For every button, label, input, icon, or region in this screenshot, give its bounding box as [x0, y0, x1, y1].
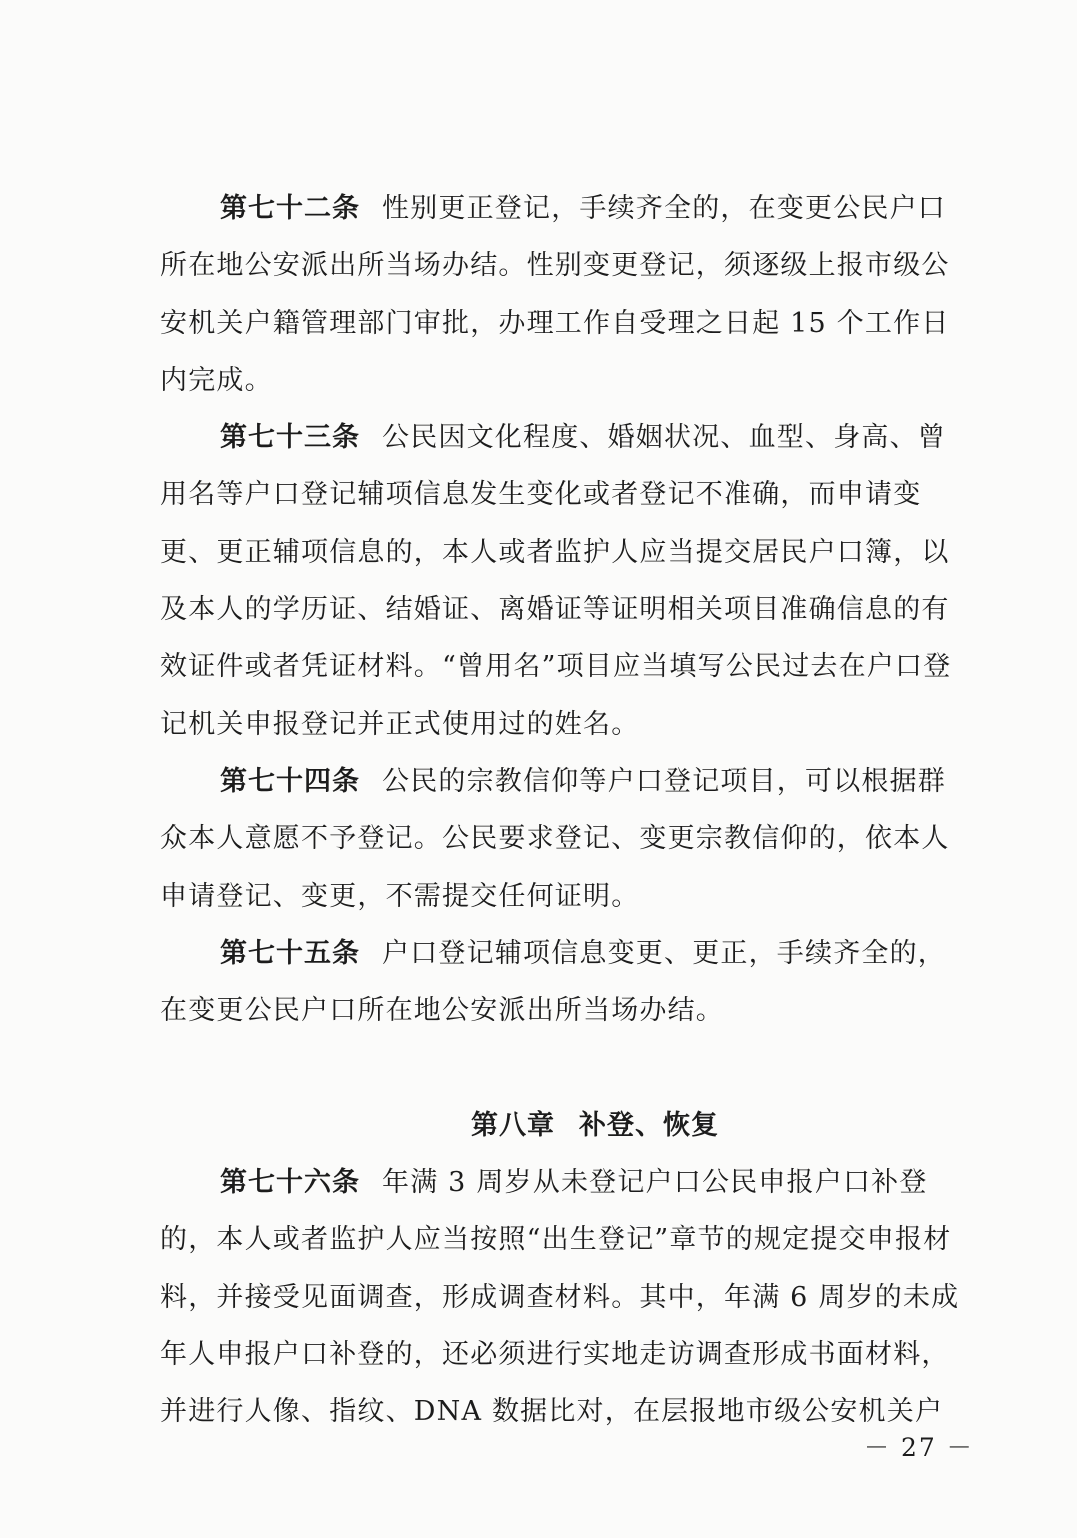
article-76-line-2: 的，本人或者监护人应当按照“出生登记”章节的规定提交申报材: [160, 1224, 952, 1256]
article-75-line-1: [160, 925, 960, 982]
article-76-text-1: 年满 3 周岁从未登记户口公民申报户口补登: [382, 1167, 928, 1199]
document-body: [160, 180, 960, 1441]
blank-line: [160, 1039, 960, 1096]
article-76-line-5: 并进行人像、指纹、DNA 数据比对，在层报地市级公安机关户: [160, 1396, 944, 1428]
article-74-line-2: 众本人意愿不予登记。公民要求登记、变更宗教信仰的，依本人: [160, 823, 950, 855]
article-74-line-1: [160, 753, 960, 810]
article-76-heading: 第七十六条: [220, 1167, 360, 1199]
article-73-line-4: 及本人的学历证、结婚证、离婚证等证明相关项目准确信息的有: [160, 594, 950, 626]
page-number: － 27 －: [864, 1433, 974, 1462]
article-76-line-3: 料，并接受见面调查，形成调查材料。其中，年满 6 周岁的未成: [160, 1281, 960, 1313]
article-75-line-2: 在变更公民户口所在地公安派出所当场办结。: [160, 995, 724, 1027]
article-73-line-2: 用名等户口登记辅项信息发生变化或者登记不准确，而申请变: [160, 479, 922, 511]
article-72-line-1: [160, 180, 960, 237]
chapter-8-number: 第八章: [471, 1109, 555, 1141]
article-75-text-1: 户口登记辅项信息变更、更正，手续齐全的，: [382, 937, 946, 969]
article-73-heading: 第七十三条: [220, 422, 360, 454]
article-76-line-1: [160, 1154, 960, 1211]
article-72-line-4: 内完成。: [160, 364, 273, 396]
article-76-line-4: 年人申报户口补登的，还必须进行实地走访调查形成书面材料，: [160, 1338, 950, 1370]
article-75-heading: 第七十五条: [220, 937, 360, 969]
article-72-text-1: 性别更正登记，手续齐全的，在变更公民户口: [382, 193, 946, 224]
article-74-line-3: 申请登记、变更，不需提交任何证明。: [160, 880, 640, 912]
article-72-line-3: 安机关户籍管理部门审批，办理工作自受理之日起 15 个工作日: [160, 307, 950, 339]
article-73-line-1: [160, 409, 960, 466]
article-72-line-2: 所在地公安派出所当场办结。性别变更登记，须逐级上报市级公: [160, 250, 950, 282]
article-73-line-3: 更、更正辅项信息的，本人或者监护人应当提交居民户口簿，以: [160, 536, 950, 568]
article-73-line-5: 效证件或者凭证材料。“曾用名”项目应当填写公民过去在户口登: [160, 651, 952, 683]
article-74-text-1: 公民的宗教信仰等户口登记项目，可以根据群: [382, 765, 946, 797]
chapter-8-heading: [160, 1097, 960, 1154]
chapter-8-title: 补登、恢复: [579, 1109, 719, 1141]
article-73-text-1: 公民因文化程度、婚姻状况、血型、身高、曾: [382, 422, 946, 454]
article-72-heading: 第七十二条: [220, 193, 360, 224]
article-74-heading: 第七十四条: [220, 765, 360, 797]
article-73-line-6: 记机关申报登记并正式使用过的姓名。: [160, 708, 640, 740]
